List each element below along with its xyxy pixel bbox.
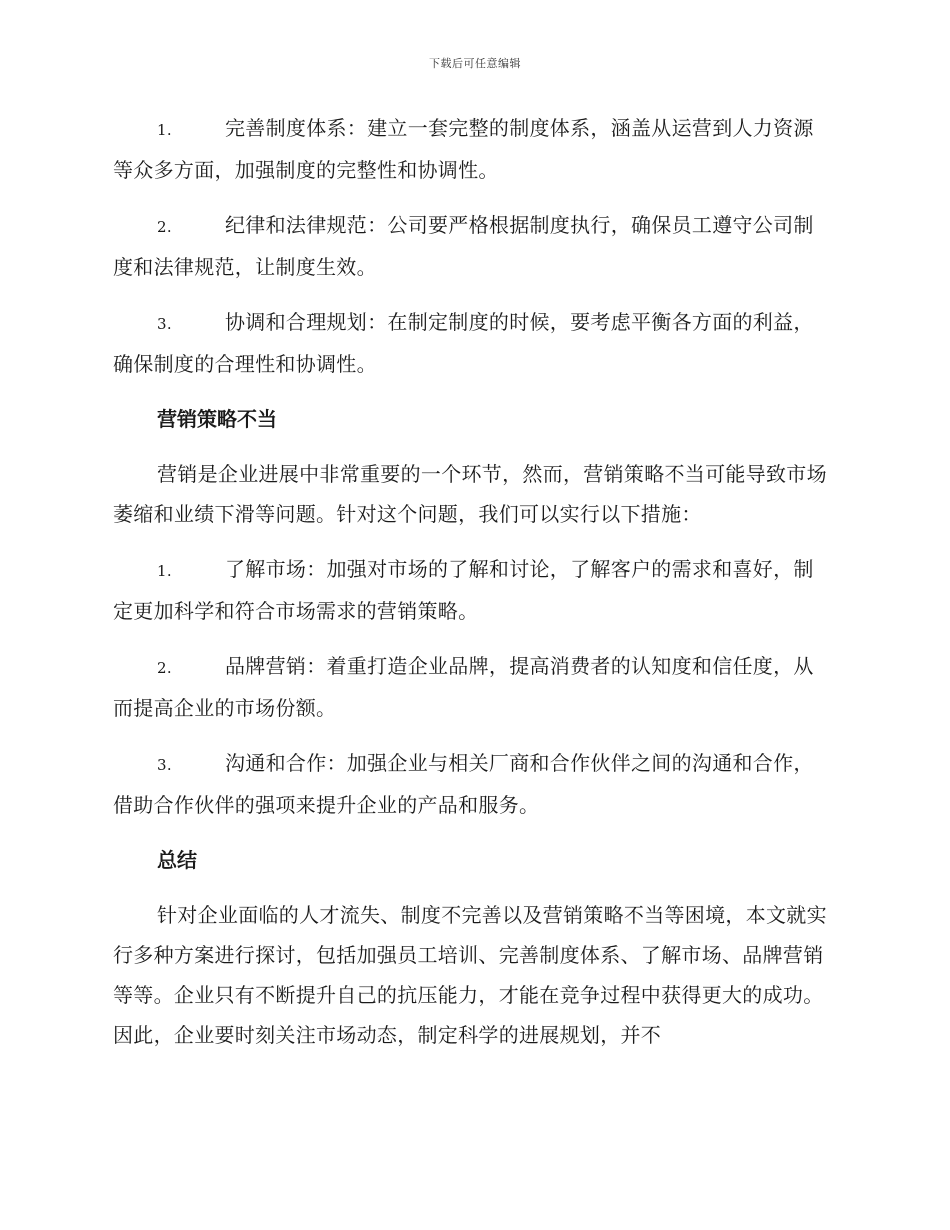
marketing-intro-paragraph: 营销是企业进展中非常重要的一个环节，然而，营销策略不当可能导致市场萎缩和业绩下滑等问题。针对这个问题，我们可以实行以下措施： <box>113 462 827 526</box>
summary-paragraph: 针对企业面临的人才流失、制度不完善以及营销策略不当等困境，本文就实行多种方案进行探讨，包括加强员工培训、完善制度体系、了解市场、品牌营销等等。企业只有不断提升自己的抗压能力，才能在竞争过程中获得更大的成功。因此，企业要时刻关注市场动态，制定科学的进展规划，并不 <box>113 903 827 1047</box>
list-text: 品牌营销：着重打造企业品牌，提高消费者的认知度和信任度，从而提高企业的市场份额。 <box>113 654 814 720</box>
list-item <box>113 108 833 190</box>
list-text: 协调和合理规划：在制定制度的时候，要考虑平衡各方面的利益，确保制度的合理性和协调性。 <box>113 310 814 376</box>
list-number: 2. <box>157 659 172 677</box>
list-text: 完善制度体系：建立一套完整的制度体系，涵盖从运营到人力资源等众多方面，加强制度的完整性和协调性。 <box>113 116 814 182</box>
list-item <box>113 549 833 631</box>
list-number: 1. <box>157 562 172 580</box>
list-text: 了解市场：加强对市场的了解和讨论，了解客户的需求和喜好，制定更加科学和符合市场需求的营销策略。 <box>113 557 814 623</box>
list-text: 沟通和合作：加强企业与相关厂商和合作伙伴之间的沟通和合作，借助合作伙伴的强项来提升企业的产品和服务。 <box>113 751 814 817</box>
page-header: 下载后可任意编辑 <box>429 57 521 70</box>
list-number: 3. <box>157 756 172 774</box>
section-heading-marketing: 营销策略不当 <box>157 407 277 431</box>
list-number: 2. <box>157 218 172 236</box>
list-number: 3. <box>157 315 172 333</box>
section-heading-summary: 总结 <box>157 848 197 872</box>
list-number: 1. <box>157 121 172 139</box>
list-item <box>113 743 833 825</box>
list-item <box>113 646 833 728</box>
list-item <box>113 302 833 384</box>
document-body <box>113 108 833 1070</box>
list-item <box>113 205 833 287</box>
list-text: 纪律和法律规范：公司要严格根据制度执行，确保员工遵守公司制度和法律规范，让制度生效。 <box>113 213 814 279</box>
